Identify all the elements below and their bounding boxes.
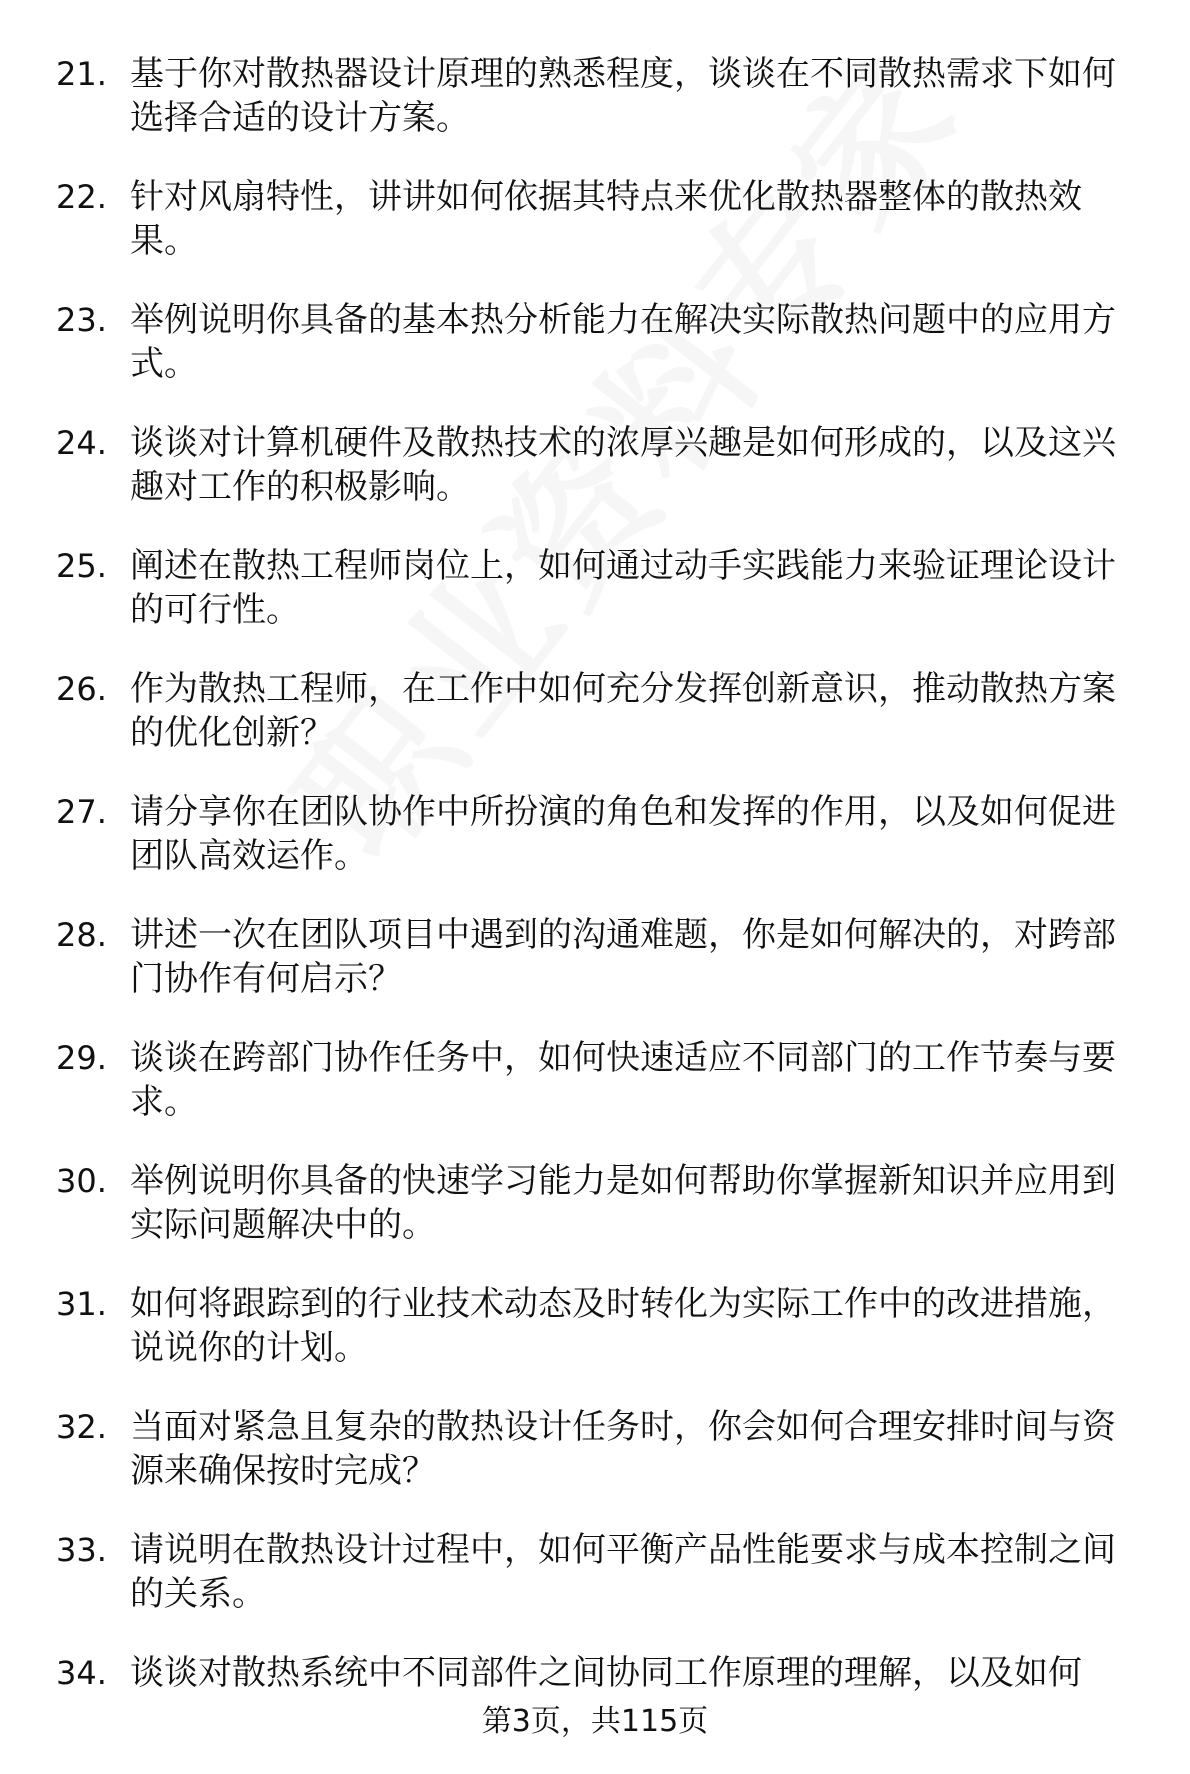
question-text: 请说明在散热设计过程中，如何平衡产品性能要求与成本控制之间的关系。: [130, 1530, 1116, 1614]
question-number: 22.: [56, 178, 107, 216]
question-number: 30.: [56, 1162, 107, 1200]
question-text: 如何将跟踪到的行业技术动态及时转化为实际工作中的改进措施，说说你的计划。: [130, 1284, 1116, 1368]
question-number: 21.: [56, 55, 107, 93]
question-text: 基于你对散热器设计原理的熟悉程度，谈谈在不同散热需求下如何选择合适的设计方案。: [130, 54, 1116, 138]
question-text: 作为散热工程师，在工作中如何充分发挥创新意识，推动散热方案的优化创新？: [130, 669, 1116, 753]
question-number: 34.: [56, 1654, 107, 1692]
question-text: 谈谈对散热系统中不同部件之间协同工作原理的理解，以及如何: [130, 1653, 1082, 1693]
list-item: [56, 1405, 1146, 1528]
question-number: 25.: [56, 547, 107, 585]
question-text: 举例说明你具备的基本热分析能力在解决实际散热问题中的应用方式。: [130, 300, 1116, 384]
question-number: 27.: [56, 793, 107, 831]
list-item: [56, 790, 1146, 913]
question-text: 针对风扇特性，讲讲如何依据其特点来优化散热器整体的散热效果。: [130, 177, 1082, 261]
question-text: 举例说明你具备的快速学习能力是如何帮助你掌握新知识并应用到实际问题解决中的。: [130, 1161, 1116, 1245]
question-text: 阐述在散热工程师岗位上，如何通过动手实践能力来验证理论设计的可行性。: [130, 546, 1116, 630]
list-item: [56, 1159, 1146, 1282]
list-item: [56, 544, 1146, 667]
page-number-footer: 第3页，共115页: [481, 1704, 709, 1739]
question-number: 23.: [56, 301, 107, 339]
question-number: 32.: [56, 1408, 107, 1446]
list-item: [56, 421, 1146, 544]
question-text: 当面对紧急且复杂的散热设计任务时，你会如何合理安排时间与资源来确保按时完成？: [130, 1407, 1116, 1491]
list-item: [56, 1036, 1146, 1159]
question-number: 33.: [56, 1531, 107, 1569]
question-number: 24.: [56, 424, 107, 462]
question-text: 谈谈对计算机硬件及散热技术的浓厚兴趣是如何形成的，以及这兴趣对工作的积极影响。: [130, 423, 1116, 507]
list-item: [56, 667, 1146, 790]
list-item: [56, 1282, 1146, 1405]
list-item: [56, 52, 1146, 175]
list-item: [56, 298, 1146, 421]
list-item: [56, 175, 1146, 298]
question-number: 29.: [56, 1039, 107, 1077]
question-number: 31.: [56, 1285, 107, 1323]
question-text: 谈谈在跨部门协作任务中，如何快速适应不同部门的工作节奏与要求。: [130, 1038, 1116, 1122]
list-item: [56, 1528, 1146, 1651]
question-number: 28.: [56, 916, 107, 954]
list-item: [56, 913, 1146, 1036]
question-text: 讲述一次在团队项目中遇到的沟通难题，你是如何解决的，对跨部门协作有何启示？: [130, 915, 1116, 999]
question-list: [56, 52, 1146, 1774]
question-text: 请分享你在团队协作中所扮演的角色和发挥的作用，以及如何促进团队高效运作。: [130, 792, 1116, 876]
question-number: 26.: [56, 670, 107, 708]
